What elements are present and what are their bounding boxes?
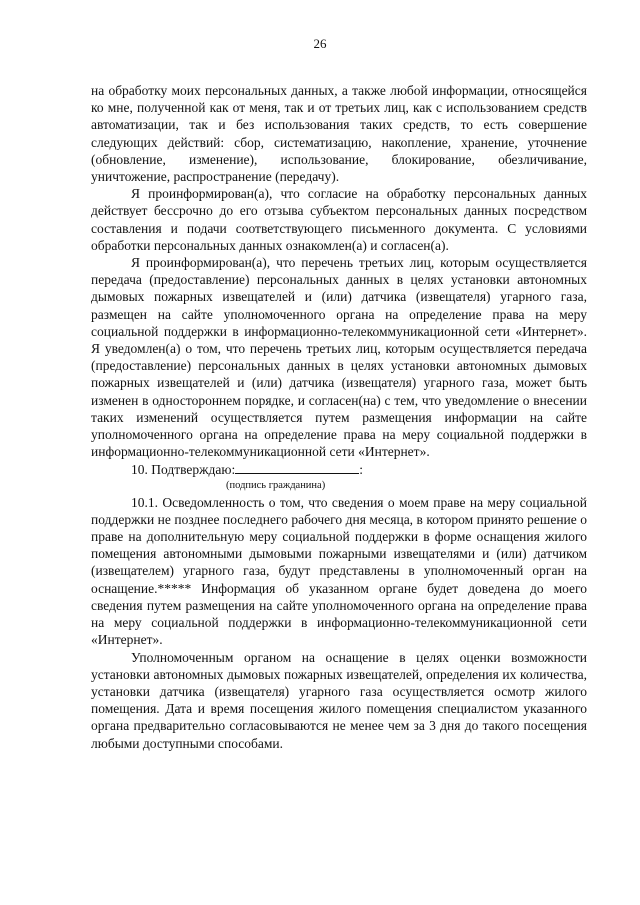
awareness-paragraph: 10.1. Осведомленность о том, что сведения о моем праве на меру социальной поддержки не позднее последнего рабочего дня месяца, в котором принято решение о праве на дополнительную меру социальной поддержки в форме оснащения жилого помещения автономными дымовыми пожарными извещателями и (или) датчиком (извещателем) угарного газа, будут представлены в уполномоченный орган на оснащение.***** Информация об указанном органе будет доведена до моего сведения путем размещения на сайте уполномоченного органа на определение права на меру социальной поддержки в информационно-телекоммуникационной сети «Интернет». xyxy=(91,494,587,648)
confirmation-line xyxy=(91,460,587,478)
signature-caption: (подпись гражданина) xyxy=(226,479,326,491)
confirmation-label: 10. Подтверждаю: xyxy=(131,462,236,478)
page-number: 26 xyxy=(313,36,327,51)
inspection-paragraph: Уполномоченным органом на оснащение в целях оценки возможности установки автономных дымовых пожарных извещателей, определения их количества, установки датчика (извещателя) угарного газа осуществляется осмотр жилого помещения. Дата и время посещения жилого помещения специалистом указанного органа предварительно согласовываются не менее чем за 3 дня до такого посещения любыми доступными способами. xyxy=(91,649,587,751)
document-body xyxy=(91,82,587,752)
consent-actions-paragraph: на обработку моих персональных данных, а также любой информации, относящейся ко мне, полученной как от меня, так и от третьих лиц, как с использованием средств автоматизации, так и без использования таких средств, то есть совершение следующих действий: сбор, систематизацию, накопление, хранение, уточнение (обновление, изменение), использование, блокирование, обезличивание, уничтожение, распространение (передачу). xyxy=(91,83,587,185)
consent-validity-paragraph: Я проинформирован(а), что согласие на обработку персональных данных действует бессрочно до его отзыва субъектом персональных данных посредством составления и подачи соответствующего письменного документа. С условиями обработки персональных данных ознакомлен(а) и согласен(а). xyxy=(91,186,587,253)
signature-field[interactable] xyxy=(235,460,359,474)
third-parties-paragraph: Я проинформирован(а), что перечень третьих лиц, которым осуществляется передача (предоставление) персональных данных в целях установки автономных дымовых пожарных извещателей и (или) датчика (извещателя) угарного газа, размещен на сайте уполномоченного органа на определение права на меру социальной поддержки в информационно-телекоммуникационной сети «Интернет». Я уведомлен(а) о том, что перечень третьих лиц, которым осуществляется передача (предоставление) персональных данных в целях установки автономных дымовых пожарных извещателей и (или) датчика (извещателя) угарного газа, может быть изменен в одностороннем порядке, и согласен(на) с тем, что уведомление о внесении таких изменений осуществляется путем размещения информации на сайте уполномоченного органа на определение права на меру социальной поддержки в информационно-телекоммуникационной сети «Интернет». xyxy=(91,255,587,460)
confirmation-suffix: : xyxy=(359,462,363,478)
